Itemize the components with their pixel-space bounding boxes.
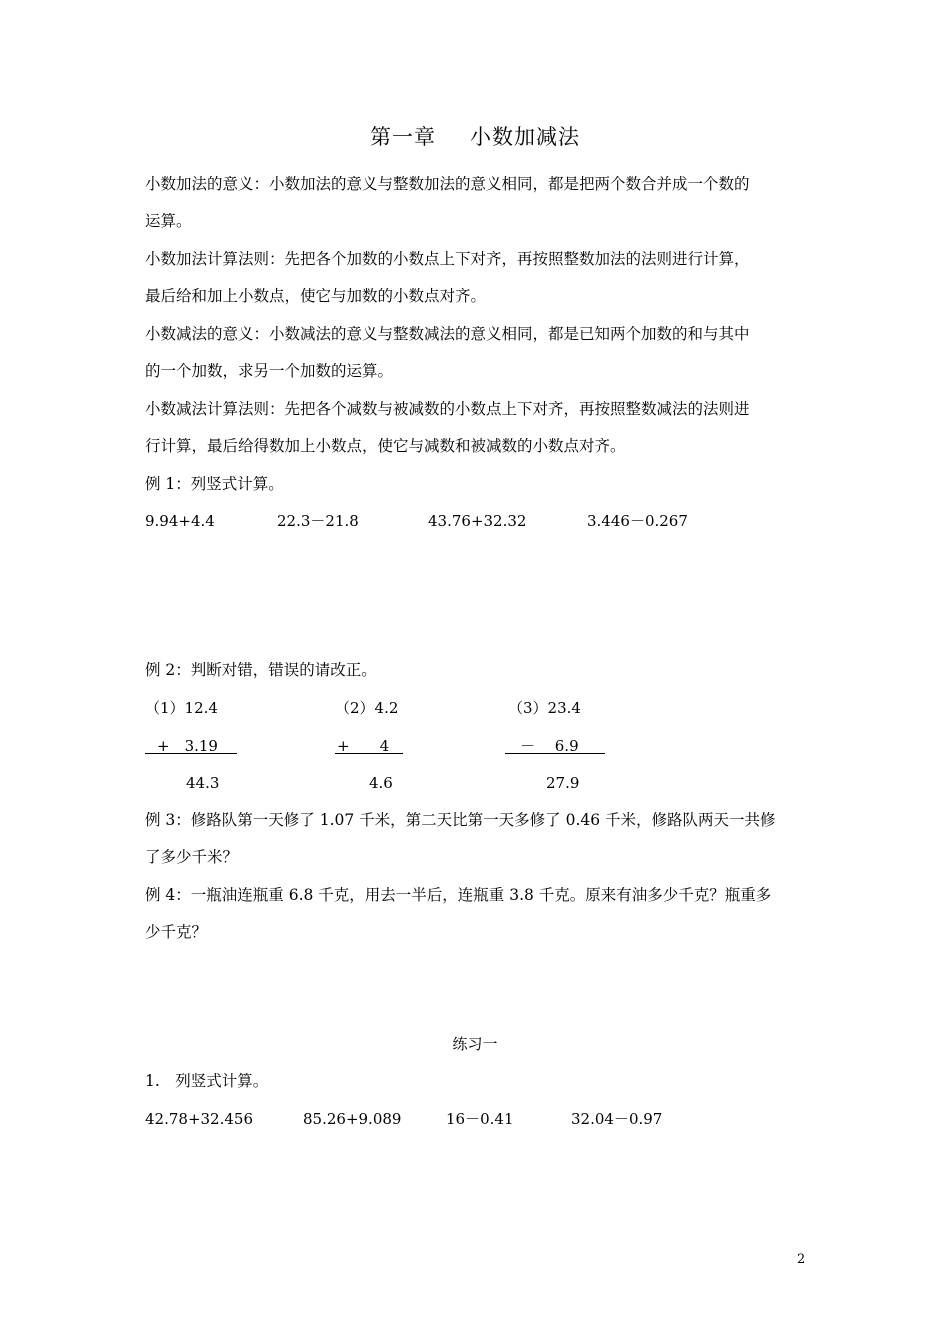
example1-item: 43.76+32.32 bbox=[428, 512, 527, 530]
chapter-title bbox=[0, 121, 950, 151]
vertical-problem-top: （3）23.4 bbox=[508, 699, 581, 717]
chapter-number: 第一章 bbox=[370, 125, 436, 149]
example1-item: 9.94+4.4 bbox=[145, 512, 215, 530]
paragraph-line: 行计算，最后给得数加上小数点，使它与减数和被减数的小数点对齐。 bbox=[145, 437, 626, 455]
paragraph-line: 最后给和加上小数点，使它与加数的小数点对齐。 bbox=[145, 287, 487, 305]
example1-item: 3.446－0.267 bbox=[587, 512, 688, 530]
paragraph-line: 小数减法的意义：小数减法的意义与整数减法的意义相同，都是已知两个加数的和与其中 bbox=[145, 325, 750, 343]
exercise-item: 85.26+9.089 bbox=[303, 1110, 402, 1128]
example1-label: 例 1：列竖式计算。 bbox=[145, 475, 284, 493]
paragraph-line: 小数加法的意义：小数加法的意义与整数加法的意义相同，都是把两个数合并成一个数的 bbox=[145, 175, 750, 193]
vertical-problem-line bbox=[145, 753, 237, 754]
vertical-problem-line bbox=[335, 753, 403, 754]
example1-item: 22.3－21.8 bbox=[277, 512, 359, 530]
vertical-problem-result: 4.6 bbox=[369, 774, 393, 792]
example3-line: 了多少千米？ bbox=[145, 848, 239, 866]
paragraph-line: 运算。 bbox=[145, 212, 192, 230]
example2-label: 例 2：判断对错，错误的请改正。 bbox=[145, 661, 377, 679]
exercise-question-label: 1. 列竖式计算。 bbox=[145, 1072, 269, 1090]
vertical-problem-line bbox=[505, 753, 605, 754]
vertical-problem-result: 44.3 bbox=[186, 774, 220, 792]
page-number: 2 bbox=[797, 1252, 806, 1267]
vertical-problem-top: （2）4.2 bbox=[335, 699, 399, 717]
exercise-item: 42.78+32.456 bbox=[145, 1110, 253, 1128]
vertical-problem-result: 27.9 bbox=[546, 774, 580, 792]
example4-line: 例 4：一瓶油连瓶重 6.8 千克，用去一半后，连瓶重 3.8 千克。原来有油多少千克？瓶重多 bbox=[145, 886, 772, 904]
paragraph-line: 的一个加数，求另一个加数的运算。 bbox=[145, 362, 394, 380]
vertical-problem-operand: － 6.9 bbox=[520, 737, 579, 755]
exercise-item: 16－0.41 bbox=[446, 1110, 514, 1128]
paragraph-line: 小数加法计算法则：先把各个加数的小数点上下对齐，再按照整数加法的法则进行计算， bbox=[145, 250, 750, 268]
vertical-problem-operand: + 3.19 bbox=[157, 737, 218, 755]
vertical-problem-top: （1）12.4 bbox=[145, 699, 218, 717]
vertical-problem-operand: + 4 bbox=[337, 737, 390, 755]
example3-line: 例 3：修路队第一天修了 1.07 千米，第二天比第一天多修了 0.46 千米，修路队两天一共修 bbox=[145, 811, 776, 829]
paragraph-line: 小数减法计算法则：先把各个减数与被减数的小数点上下对齐，再按照整数减法的法则进 bbox=[145, 400, 750, 418]
exercise-item: 32.04－0.97 bbox=[571, 1110, 663, 1128]
chapter-name: 小数加减法 bbox=[470, 125, 580, 149]
example4-line: 少千克？ bbox=[145, 923, 208, 941]
exercise-heading: 练习一 bbox=[452, 1035, 498, 1053]
